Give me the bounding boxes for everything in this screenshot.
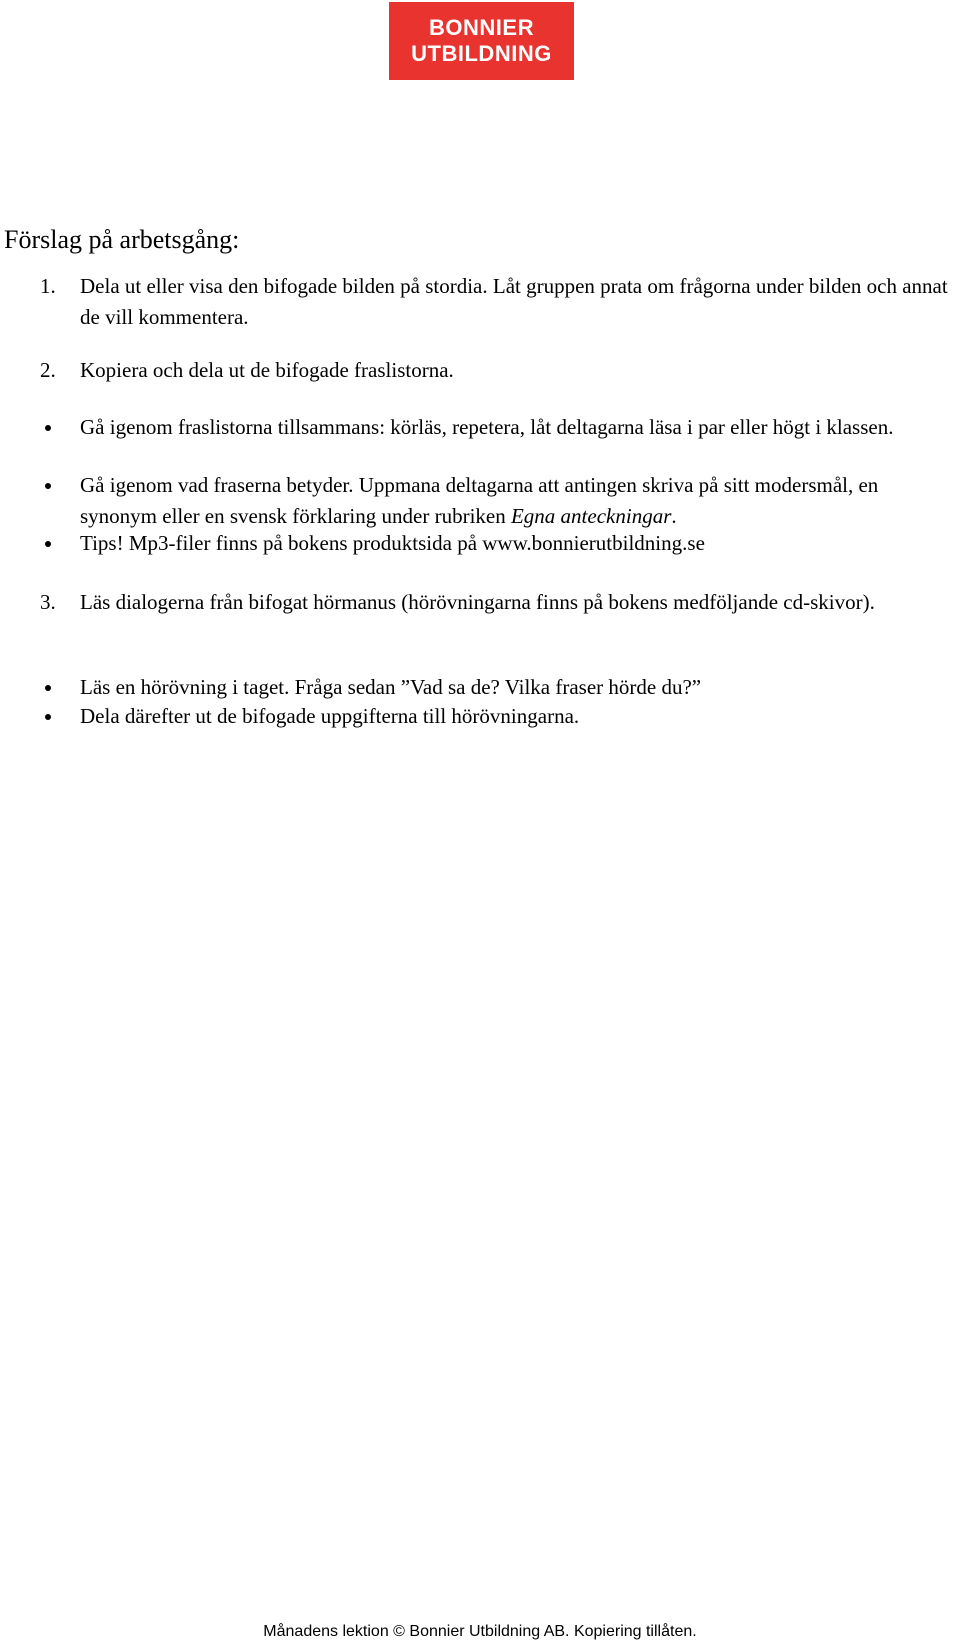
step-text: Kopiera och dela ut de bifogade fraslistorna. <box>80 358 454 382</box>
bonnier-utbildning-logo <box>389 2 574 80</box>
step-number: 2. <box>40 358 56 382</box>
bullet-text-end: . <box>671 504 677 528</box>
bullet-text-start: Gå igenom vad fraserna betyder. Uppmana deltagarna att antingen skriva på sitt modersmål, en synonym eller en svensk förklaring under rubriken <box>80 473 879 528</box>
page-footer: Månadens lektion © Bonnier Utbildning AB. Kopiering tillåten. <box>263 1623 697 1640</box>
logo-line-1: BONNIER <box>429 15 534 40</box>
bullet-text: Läs en hörövning i taget. Fråga sedan ”Vad sa de? Vilka fraser hörde du?” <box>80 675 702 699</box>
bullet-emphasis: Egna anteckningar <box>510 504 672 528</box>
bullet-text <box>80 470 960 532</box>
step-number: 1. <box>40 274 56 298</box>
step-text: Läs dialogerna från bifogat hörmanus (hörövningarna finns på bokens medföljande cd-skivor). <box>80 590 875 614</box>
bullet-text: Dela därefter ut de bifogade uppgifterna till hörövningarna. <box>80 704 580 728</box>
step-text: Dela ut eller visa den bifogade bilden på stordia. Låt gruppen prata om frågorna under bilden och annat de vill kommentera. <box>80 274 948 329</box>
step-number: 3. <box>40 590 56 614</box>
page-title: Förslag på arbetsgång: <box>4 225 240 254</box>
bullet-text: Gå igenom fraslistorna tillsammans: körläs, repetera, låt deltagarna läsa i par eller högt i klassen. <box>80 415 894 439</box>
logo-line-2: UTBILDNING <box>411 41 552 66</box>
bullet-text: Tips! Mp3-filer finns på bokens produktsida på www.bonnierutbildning.se <box>80 531 705 555</box>
